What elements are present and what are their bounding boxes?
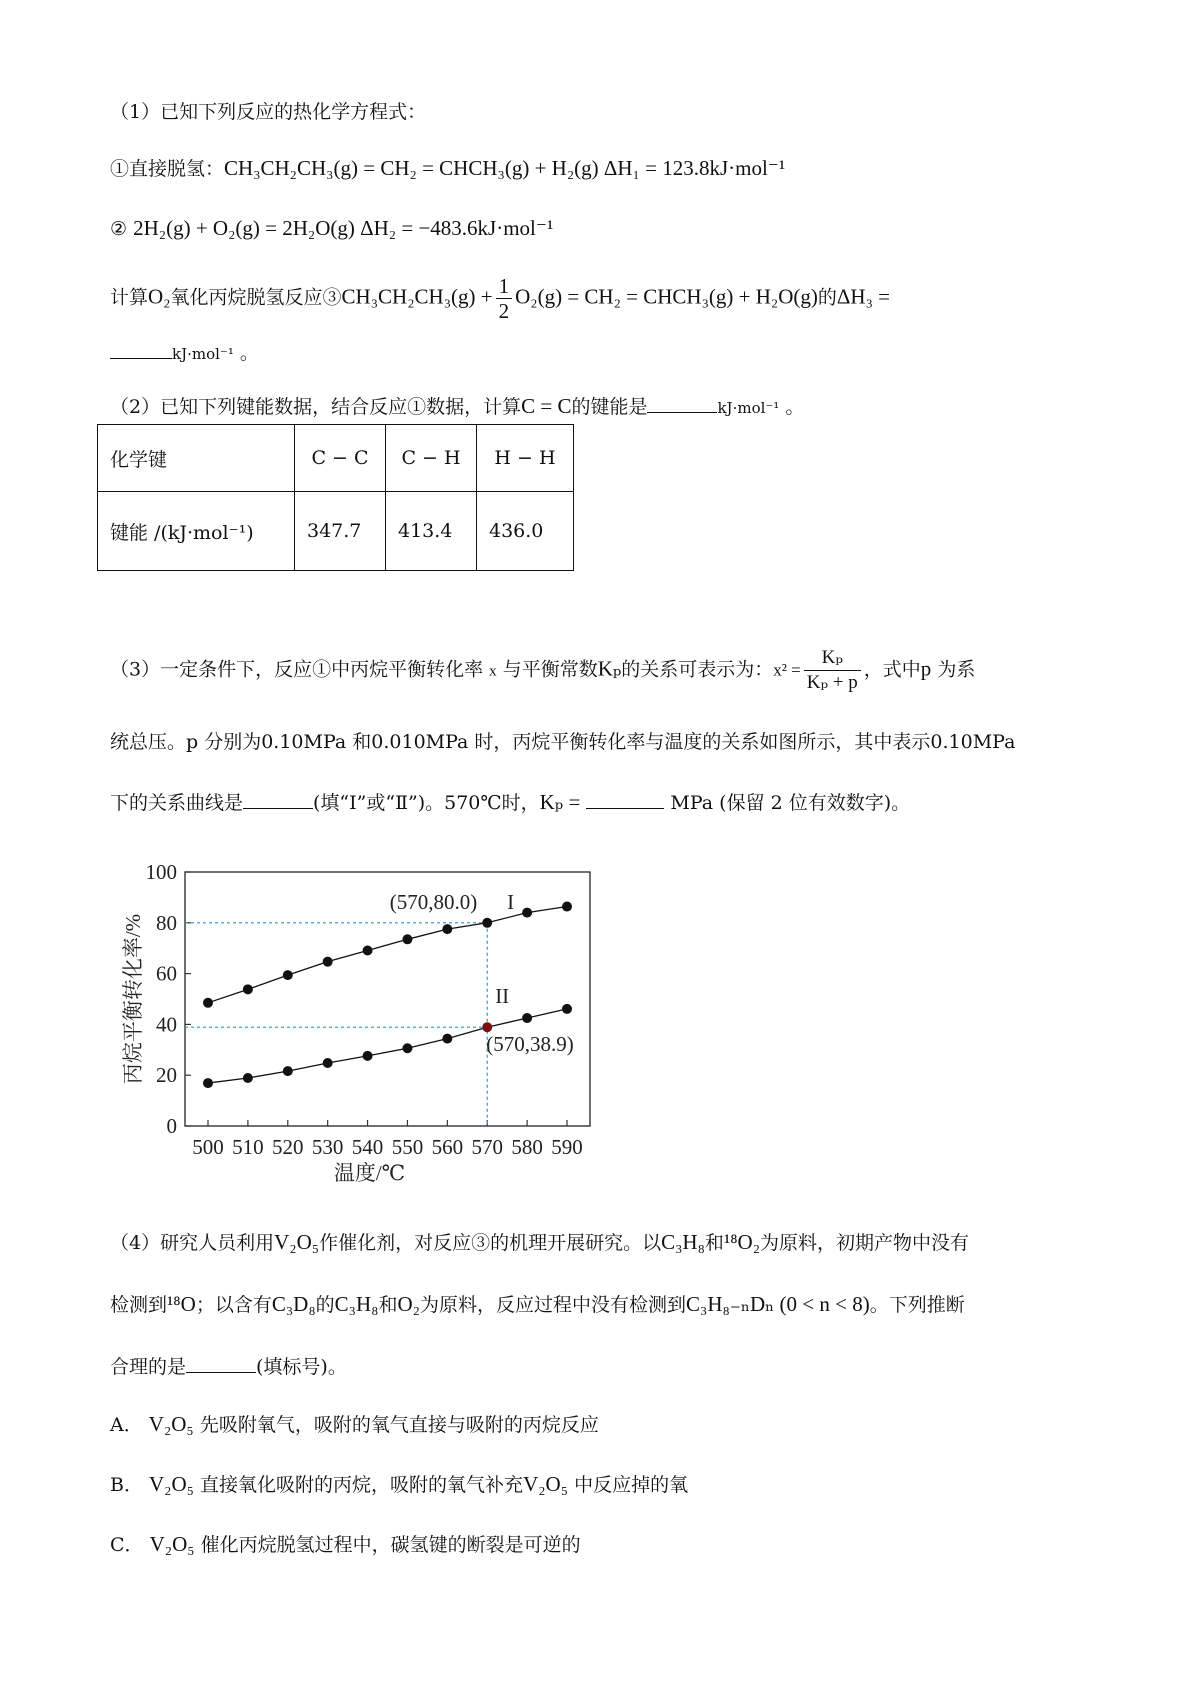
data-point	[522, 1013, 532, 1023]
option-b-label: B．	[110, 1474, 143, 1496]
data-point	[283, 1066, 293, 1076]
q2-unit: kJ·mol⁻¹	[717, 399, 780, 417]
q3-l1-e: 为系	[937, 658, 976, 681]
y-axis-label: 丙烷平衡转化率/%	[121, 913, 145, 1085]
q4-o18: ¹⁸O₂	[723, 1230, 761, 1254]
data-point	[363, 945, 373, 955]
bond-energy-table	[97, 424, 574, 571]
q1-eq2: 2H₂(g) + O₂(g) = 2H₂O(g) ΔH₂ = −483.6kJ·mol⁻¹	[133, 216, 554, 240]
q4-l2-e: 为原料，反应过程中没有检测到	[420, 1294, 687, 1316]
kp-fraction	[804, 646, 861, 695]
q1-calc-tail-2: ΔH₃ =	[836, 284, 890, 309]
q3-x2: x² =	[773, 660, 801, 680]
table-header-cell: 化学键	[98, 425, 295, 492]
option-a-label: A．	[110, 1414, 143, 1436]
q3-line-1	[110, 646, 975, 695]
half-fraction	[496, 274, 513, 323]
q4-c3h8: C₃H₈	[661, 1230, 705, 1254]
table-cell: 436.0	[477, 492, 574, 571]
option-a-v2o5: V₂O₅	[148, 1412, 194, 1436]
data-point	[323, 1058, 333, 1068]
q4-c3h8-2: C₃H₈	[334, 1292, 379, 1316]
annotation-label: (570,80.0)	[389, 889, 478, 914]
data-point	[522, 908, 532, 918]
x-tick-label: 530	[311, 1135, 344, 1159]
q2-end: 。	[785, 396, 805, 418]
q1-eq2-line	[110, 214, 553, 243]
q4-o18-atom: ¹⁸O	[167, 1292, 196, 1316]
data-point	[402, 934, 412, 944]
data-point	[482, 918, 492, 928]
q4-l1-d: 为原料，初期产物中没有	[760, 1232, 970, 1254]
q3-l3-a: 下的关系曲线是	[110, 792, 244, 814]
q4-l1-b: 作催化剂，对反应③的机理开展研究。以	[319, 1232, 662, 1254]
q3-l3-b: (填“Ⅰ”或“Ⅱ”)。570℃时，	[313, 792, 540, 814]
q1-eq3-b: O₂(g) = CH₂ = CHCH₃(g) + H₂O(g)	[515, 284, 818, 309]
table-header-cell: H − H	[477, 425, 574, 492]
q2-bond: C = C	[521, 394, 572, 418]
q1-answer-line	[110, 338, 259, 368]
q3-curve-blank[interactable]	[243, 788, 313, 809]
q1-intro: （1）已知下列反应的热化学方程式：	[110, 101, 427, 123]
kp-frac-num: Kₚ	[804, 646, 861, 671]
option-b-text-a: 直接氧化吸附的丙烷，吸附的氧气补充	[200, 1474, 524, 1496]
data-point	[562, 1004, 572, 1014]
q1-eq1: CH₃CH₂CH₃(g) = CH₂ = CHCH₃(g) + H₂(g) ΔH₁ = 123.8kJ·mol⁻¹	[224, 156, 786, 180]
q4-line-1	[110, 1228, 969, 1257]
q1-end: 。	[239, 342, 259, 364]
half-den: 2	[498, 299, 510, 323]
option-b-v2o5: V₂O₅	[149, 1472, 194, 1496]
q3-l3-c: MPa (保留 2 位有效数字)。	[670, 792, 911, 814]
q4-line-2	[110, 1290, 965, 1319]
q1-eq3-line	[110, 274, 890, 323]
table-cell: 347.7	[295, 492, 386, 571]
data-point	[442, 924, 452, 934]
q3-p: p	[920, 656, 932, 681]
q1-calc-prefix: 计算	[110, 286, 149, 309]
y-tick-label: 60	[156, 961, 177, 986]
x-tick-label: 550	[391, 1135, 424, 1159]
option-c-v2o5: V₂O₅	[149, 1532, 195, 1556]
q1-calc-tail-1: 的	[817, 286, 837, 309]
data-point	[243, 984, 253, 994]
x-tick-label: 500	[192, 1135, 224, 1159]
x-axis-label: 温度/℃	[333, 1161, 406, 1185]
data-point	[402, 1043, 412, 1053]
q1-unit: kJ·mol⁻¹	[172, 345, 234, 363]
q4-l3-b: (填标号)。	[256, 1356, 347, 1378]
y-tick-label: 0	[166, 1114, 177, 1138]
q3-l1-a: （3）一定条件下，反应①中丙烷平衡转化率	[110, 658, 484, 681]
table-header-cell: C − H	[386, 425, 477, 492]
table-header-row	[98, 425, 574, 492]
q4-l1-a: （4）研究人员利用	[110, 1232, 275, 1254]
data-point	[363, 1051, 373, 1061]
q4-line-3	[110, 1352, 347, 1381]
x-tick-label: 570	[471, 1135, 503, 1159]
q4-c3d8: C₃D₈	[271, 1292, 316, 1316]
table-row-label	[98, 492, 295, 571]
data-point	[323, 957, 333, 967]
y-tick-label: 80	[156, 910, 177, 935]
q1-eq3-a: CH₃CH₂CH₃(g) +	[341, 284, 493, 309]
x-tick-label: 590	[551, 1135, 583, 1159]
data-point	[442, 1034, 452, 1044]
table-header-cell: C − C	[295, 425, 386, 492]
x-tick-label: 560	[431, 1135, 464, 1159]
series-label-II: II	[495, 984, 510, 1009]
half-num: 1	[496, 274, 513, 299]
q3-kp-blank[interactable]	[586, 788, 664, 809]
data-point	[243, 1073, 253, 1083]
option-b-text-b: 中反应掉的氧	[574, 1474, 689, 1496]
conversion-chart	[100, 850, 620, 1190]
option-b[interactable]	[110, 1470, 688, 1499]
data-point	[482, 1022, 492, 1032]
row-label-unit: (kJ·mol⁻¹)	[160, 521, 254, 544]
q4-l1-c: 和	[704, 1232, 724, 1254]
q1-eq1-prefix: ①直接脱氢：	[110, 158, 225, 180]
q4-l2-a: 检测到	[110, 1294, 168, 1316]
data-point	[562, 902, 572, 912]
q2-text-b: 的键能是	[571, 396, 648, 418]
q3-l1-c: 的关系可表示为：	[621, 658, 774, 681]
option-c-label: C．	[110, 1534, 144, 1556]
q3-line-2: 统总压。p 分别为0.10MPa 和0.010MPa 时，丙烷平衡转化率与温度的关系如图所示，其中表示0.10MPa	[110, 731, 1016, 753]
kp-frac-den: Kₚ + p	[806, 672, 858, 693]
q4-o2: O₂	[397, 1292, 421, 1316]
x-tick-label: 520	[272, 1135, 304, 1159]
row-label-text: 键能 /	[110, 521, 161, 544]
q1-eq1-line	[110, 154, 785, 183]
x-tick-label: 540	[351, 1135, 384, 1159]
option-c-text: 催化丙烷脱氢过程中，碳氢键的断裂是可逆的	[200, 1534, 581, 1556]
q4-c3hd: C₃H₈₋ₙDₙ (0 < n < 8)	[686, 1292, 870, 1316]
series-label-I: I	[507, 889, 515, 914]
q4-l2-d: 和	[378, 1294, 398, 1316]
option-c[interactable]	[110, 1530, 581, 1559]
q1-answer-blank[interactable]	[110, 338, 172, 359]
series-line-I	[208, 907, 567, 1003]
option-a[interactable]	[110, 1410, 599, 1439]
q1-eq2-prefix: ②	[110, 218, 128, 240]
q4-l2-c: 的	[315, 1294, 335, 1316]
q4-l3-a: 合理的是	[110, 1356, 187, 1378]
table-row	[98, 492, 574, 571]
q2-line	[110, 392, 804, 422]
q3-line-3	[110, 788, 910, 817]
q3-x: x	[489, 663, 497, 680]
y-tick-label: 100	[145, 860, 177, 884]
annotation-label: (570,38.9)	[486, 1032, 574, 1057]
q3-l1-d: ，式中	[863, 658, 921, 681]
q4-v2o5: V₂O₅	[274, 1230, 320, 1254]
option-b-v2o5-2: V₂O₅	[523, 1472, 569, 1496]
q3-kp: Kₚ	[597, 656, 622, 681]
table-cell: 413.4	[386, 492, 477, 571]
data-point	[203, 1078, 213, 1088]
data-point	[203, 998, 213, 1008]
x-tick-label: 510	[232, 1135, 264, 1159]
x-tick-label: 580	[511, 1135, 543, 1159]
q2-answer-blank[interactable]	[647, 392, 717, 413]
y-tick-label: 40	[156, 1012, 177, 1037]
option-a-text: 先吸附氧气，吸附的氧气直接与吸附的丙烷反应	[199, 1414, 599, 1436]
y-tick-label: 20	[156, 1063, 177, 1088]
q4-l2-b: ；以含有	[195, 1294, 272, 1316]
q4-answer-blank[interactable]	[186, 1352, 256, 1373]
q4-l2-f: 。下列推断	[869, 1294, 965, 1316]
q2-text-a: （2）已知下列键能数据，结合反应①数据，计算	[110, 396, 522, 418]
q1-o2: O₂	[148, 284, 171, 309]
q1-calc-mid: 氧化丙烷脱氢反应③	[170, 286, 342, 309]
q3-kp-eq: Kₚ =	[539, 790, 581, 814]
q3-l1-b: 与平衡常数	[502, 658, 598, 681]
data-point	[283, 970, 293, 980]
